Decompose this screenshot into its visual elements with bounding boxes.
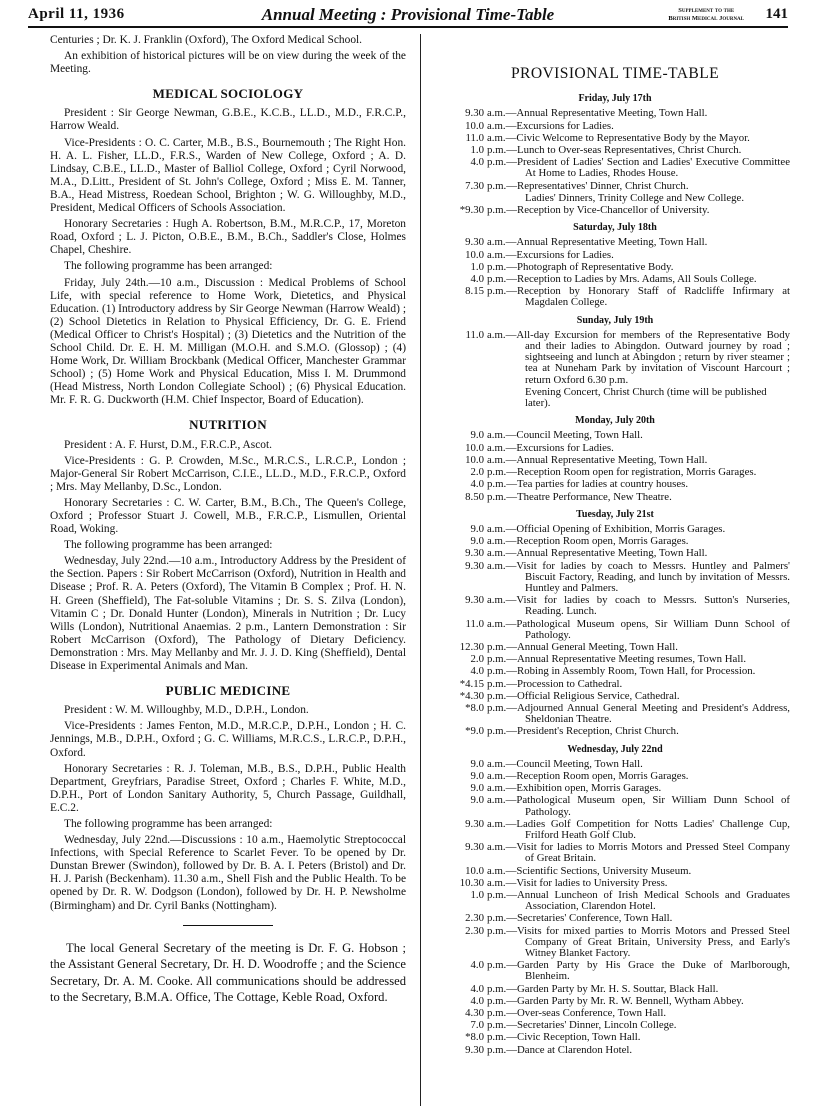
event-time: 9.0: [470, 794, 484, 807]
section-paragraph: President : A. F. Hurst, D.M., F.R.C.P., Ascot.: [64, 438, 272, 451]
event-row: [440, 795, 790, 817]
event-description: a.m.—Excursions for Ladies.: [487, 119, 614, 132]
event-time: 7.30: [465, 179, 484, 192]
section-paragraph: Honorary Secretaries : R. J. Toleman, M.B., B.S., D.P.H., Public Health Department, Greyfriars, Paradise Street, Oxford ; Charles F. White, M.D., D.P.H., Port of London Sanitary Authority, 5, Church Passage, Guildhall, E.C.2.: [50, 762, 406, 814]
event-description: p.m.—President of Ladies' Section and Ladies' Executive Committee At Home to Ladies, Rhodes House.: [487, 156, 790, 180]
event-time: 11.0: [465, 617, 484, 630]
page-number: 141: [765, 6, 788, 22]
day-heading: Monday, July 20th: [575, 415, 655, 427]
event-time: 4.0: [470, 994, 484, 1007]
event-description: a.m.—Visit for ladies by coach to Messrs. Sutton's Nurseries, Reading. Lunch.: [487, 594, 790, 618]
event-description: a.m.—Annual Representative Meeting, Town Hall.: [487, 107, 708, 120]
timetable-title: PROVISIONAL TIME-TABLE: [510, 65, 720, 82]
event-row: [440, 561, 790, 595]
event-row: [440, 443, 790, 454]
event-time: *8.0: [465, 701, 484, 714]
section-paragraph: President : W. M. Willoughby, M.D., D.P.H., London.: [64, 704, 309, 717]
event-row: [440, 121, 790, 132]
event-row: [440, 237, 790, 248]
event-description: a.m.—Council Meeting, Town Hall.: [487, 757, 643, 770]
event-time: 9.30: [465, 594, 484, 607]
event-time: 10.30: [459, 876, 484, 889]
event-row: [440, 1020, 790, 1031]
event-description: a.m.—Visit for ladies to University Press.: [487, 876, 668, 889]
event-row: [440, 842, 790, 864]
event-row: [440, 455, 790, 466]
event-row: [440, 548, 790, 559]
event-row: [440, 145, 790, 156]
event-time: 7.0: [470, 1019, 484, 1032]
event-row: [440, 595, 790, 617]
event-description: a.m.—Council Meeting, Town Hall.: [487, 429, 643, 442]
event-row: [440, 181, 790, 192]
event-row: [440, 524, 790, 535]
event-description: a.m.—Civic Welcome to Representative Body by the Mayor.: [487, 131, 750, 144]
event-description: p.m.—Annual Luncheon of Irish Medical Schools and Graduates Association, Clarendon Hotel.: [487, 889, 790, 913]
event-time: 9.30: [465, 1043, 484, 1056]
event-time: 9.0: [470, 757, 484, 770]
event-time: 4.0: [470, 156, 484, 169]
event-time: 10.0: [465, 864, 484, 877]
event-row: [440, 819, 790, 841]
section-heading: NUTRITION: [189, 417, 267, 433]
event-time: 9.0: [470, 535, 484, 548]
event-description: p.m.—Dance at Clarendon Hotel.: [487, 1043, 633, 1056]
day-heading: Friday, July 17th: [578, 93, 652, 105]
event-row: [440, 619, 790, 641]
event-time: 10.0: [465, 248, 484, 261]
event-row: [440, 205, 790, 216]
event-row: [440, 108, 790, 119]
event-description: a.m.—Exhibition open, Morris Garages.: [487, 782, 662, 795]
timetable-days: [440, 93, 790, 1056]
event-row: [440, 262, 790, 273]
event-time: 10.0: [465, 441, 484, 454]
event-description: p.m.—Photograph of Representative Body.: [487, 260, 674, 273]
event-row: [440, 642, 790, 653]
event-time: 9.30: [465, 236, 484, 249]
event-time: 9.30: [465, 841, 484, 854]
column-divider: [420, 34, 421, 1106]
event-time: 9.0: [470, 429, 484, 442]
event-description: p.m.—Theatre Performance, New Theatre.: [487, 490, 672, 503]
event-time: 9.0: [470, 782, 484, 795]
running-title: Annual Meeting : Provisional Time-Table: [261, 5, 555, 24]
event-time: 1.0: [470, 260, 484, 273]
section-rule: [183, 925, 273, 926]
section-paragraph: The following programme has been arranged:: [64, 539, 273, 552]
event-row: [440, 330, 790, 386]
issue-date: April 11, 1936: [28, 6, 125, 22]
section-paragraph: President : Sir George Newman, G.B.E., K.C.B., LL.D., M.D., F.R.C.P., Harrow Weald.: [50, 107, 406, 133]
event-row: [440, 430, 790, 441]
event-description: p.m.—Reception Room open for registration, Morris Garages.: [487, 466, 757, 479]
day-heading: Wednesday, July 22nd: [567, 743, 663, 755]
section-paragraph: Wednesday, July 22nd.—10 a.m., Introductory Address by the President of the Section. Papers : Sir Robert McCarrison (Oxford), Nutrition in Health and Disease ; Prof. R. A. Peters (Oxford), The Vitamin B Complex ; Prof. H. N. H. Green (Sheffield), The Fat-soluble Vitamins ; Dr. S. S. Zilva (London), Vitamin C ; Dr. Donald Hunter (London), Minerals in Nutrition ; Dr. Lucy Wills (London), Nutritional Anaemias. 2 p.m., Lantern Demonstration : Sir Robert McCarrison (Oxford), The Pathology of Dietary Deficiency. Demonstration : Mrs. May Mellanby and Mr. J. J. D. King (Sheffield), Dental Disease in Experimental Animals and Man.: [50, 555, 406, 673]
left-column: [50, 34, 406, 1009]
event-description: p.m.—Over-seas Conference, Town Hall.: [487, 1007, 667, 1020]
event-time: *9.30: [459, 204, 484, 217]
event-description: a.m.—Reception Room open, Morris Garages.: [487, 535, 689, 548]
event-time: 11.0: [465, 328, 484, 341]
section-paragraph: Wednesday, July 22nd.—Discussions : 10 a.m., Haemolytic Streptococcal Infections, with Special Reference to Scarlet Fever. To be opened by Dr. Dunstan Brewer (Swindon), followed by Dr. B. A. I. Peters (Bristol) and Dr. H. J. Parish (Beckenham). 11.30 a.m., Shell Fish and the Public Health. To be opened by Dr. R. W. Dodgson (London), followed by Dr. H. P. Newsholme (Birmingham) and Dr. Cyril Banks (Nottingham).: [50, 834, 406, 912]
event-time: 4.0: [470, 982, 484, 995]
event-time: 9.0: [470, 769, 484, 782]
event-row: [440, 679, 790, 690]
event-time: 4.0: [470, 665, 484, 678]
event-description: p.m.—Procession to Cathedral.: [487, 677, 623, 690]
event-description: a.m.—All-day Excursion for members of the Representative Body and their ladies to Abingdon. Outward journey by road ; sightseeing and lunch at Abingdon ; return by river steamer ; tea at Nuneham Park by invitation of Viscount Harcourt ; return Oxford 6.30 p.m.: [487, 328, 790, 386]
event-row: [440, 878, 790, 889]
event-note: Ladies' Dinners, Trinity College and New College.: [525, 191, 745, 204]
event-row: [440, 726, 790, 737]
section-paragraph: The following programme has been arranged:: [64, 260, 273, 273]
event-row: [440, 286, 790, 308]
event-time: 4.0: [470, 959, 484, 972]
event-row: [440, 926, 790, 960]
event-description: p.m.—Annual Representative Meeting resumes, Town Hall.: [487, 653, 747, 666]
closing-paragraph: The local General Secretary of the meeting is Dr. F. G. Hobson ; the Assistant General Secretary, Dr. H. D. Woodroffe ; and the Science Secretary, Dr. A. M. Cooke. All communications should be addressed to the Secretary, B.M.A. Office, The Cottage, Keble Road, Oxford.: [50, 940, 406, 1005]
event-time: 8.50: [465, 490, 484, 503]
section-heading: PUBLIC MEDICINE: [165, 683, 291, 699]
section-heading: MEDICAL SOCIOLOGY: [152, 86, 304, 102]
event-description: p.m.—Representatives' Dinner, Christ Church.: [487, 179, 689, 192]
event-description: p.m.—Garden Party by His Grace the Duke of Marlborough, Blenheim.: [487, 959, 790, 983]
event-row: [440, 890, 790, 912]
event-description: a.m.—Ladies Golf Competition for Notts Ladies' Challenge Cup, Frilford Heath Golf Club.: [487, 817, 790, 841]
event-row: [440, 759, 790, 770]
event-description: a.m.—Excursions for Ladies.: [487, 441, 614, 454]
event-description: a.m.—Excursions for Ladies.: [487, 248, 614, 261]
event-description: a.m.—Visit for ladies by coach to Messrs. Huntley and Palmers' Biscuit Factory, Reading, and lunch by invitation of Messrs. Huntley and Palmers.: [487, 559, 790, 594]
event-time: 9.30: [465, 559, 484, 572]
event-row: [440, 960, 790, 982]
event-time: 2.0: [470, 466, 484, 479]
event-description: p.m.—Civic Reception, Town Hall.: [487, 1031, 641, 1044]
event-description: p.m.—Reception by Honorary Staff of Radcliffe Infirmary at Magdalen College.: [487, 285, 790, 309]
event-description: p.m.—Reception to Ladies by Mrs. Adams, All Souls College.: [487, 273, 757, 286]
event-row: [440, 1008, 790, 1019]
event-row: [440, 996, 790, 1007]
event-row: [440, 133, 790, 144]
event-row: [440, 467, 790, 478]
event-description: a.m.—Annual Representative Meeting, Town Hall.: [487, 547, 708, 560]
section-paragraph: Vice-Presidents : O. C. Carter, M.B., B.S., Bournemouth ; The Right Hon. H. A. L. Fisher, LL.D., F.R.S., Warden of New College, Oxford ; A. D. Lindsay, C.B.E., LL.D., Master of Balliol College, Oxford ; Cyril Norwood, M.A., D.Litt., President of St. John's College, Oxford ; Miss E. M. Tanner, B.A., Head Mistress, Roedean School, Brighton ; W. G. Willoughby, M.D., President, Medical Officers of Schools Association.: [50, 136, 406, 215]
section-paragraph: The following programme has been arranged:: [64, 817, 273, 830]
event-time: 2.30: [465, 924, 484, 937]
event-description: p.m.—President's Reception, Christ Church.: [487, 725, 679, 738]
event-description: p.m.—Annual General Meeting, Town Hall.: [487, 640, 678, 653]
section-paragraph: Honorary Secretaries : C. W. Carter, B.M., B.Ch., The Queen's College, Oxford ; Professor Stuart J. Cowell, M.B., F.R.C.P., Lismullen, Oriental Road, Woking.: [50, 496, 406, 536]
day-heading: Tuesday, July 21st: [576, 508, 654, 520]
event-description: a.m.—Annual Representative Meeting, Town Hall.: [487, 453, 708, 466]
event-time: 2.30: [465, 912, 484, 925]
event-time: *4.30: [459, 689, 484, 702]
event-description: a.m.—Pathological Museum opens, Sir William Dunn School of Pathology.: [487, 617, 790, 641]
event-time: 2.0: [470, 653, 484, 666]
event-description: p.m.—Garden Party by Mr. H. S. Souttar, Black Hall.: [487, 982, 719, 995]
event-row: [440, 866, 790, 877]
event-time: *9.0: [465, 725, 484, 738]
event-time: 10.0: [465, 119, 484, 132]
event-row: [440, 479, 790, 490]
section-paragraph: Vice-Presidents : James Fenton, M.D., M.R.C.P., D.P.H., London ; H. C. Jennings, M.B., D.P.H., Oxford ; G. C. Williams, M.R.C.S., L.R.C.P., D.P.H., Oxford.: [50, 720, 406, 759]
event-description: p.m.—Robing in Assembly Room, Town Hall, for Procession.: [487, 665, 756, 678]
event-row: [440, 250, 790, 261]
day-heading: Sunday, July 19th: [576, 314, 654, 326]
event-row: [440, 274, 790, 285]
intro-paragraph: Centuries ; Dr. K. J. Franklin (Oxford), The Oxford Medical School.: [50, 34, 363, 46]
event-time: 4.30: [465, 1007, 484, 1020]
event-description: p.m.—Secretaries' Conference, Town Hall.: [487, 912, 673, 925]
event-time: 8.15: [465, 285, 484, 298]
event-note: Evening Concert, Christ Church (time will be published later).: [525, 385, 767, 410]
event-time: 11.0: [465, 131, 484, 144]
event-time: 1.0: [470, 889, 484, 901]
event-description: p.m.—Visits for mixed parties to Morris Motors and Pressed Steel Company of Great Britain, University Press, and Early's Witney Blanket Factory.: [487, 924, 790, 960]
event-time: 4.0: [470, 273, 484, 286]
supplement-label: Supplement to the British Medical Journal: [668, 7, 744, 22]
event-description: p.m.—Garden Party by Mr. R. W. Bennell, Wytham Abbey.: [487, 994, 744, 1007]
event-row: [440, 691, 790, 702]
event-row: [440, 654, 790, 665]
event-row: [440, 984, 790, 995]
event-row: [440, 703, 790, 725]
event-description: p.m.—Official Religious Service, Cathedral.: [487, 689, 680, 702]
event-row: [440, 783, 790, 794]
event-description: p.m.—Adjourned Annual General Meeting and President's Address, Sheldonian Theatre.: [487, 701, 790, 726]
section-paragraph: Friday, July 24th.—10 a.m., Discussion : Medical Problems of School Life, with special reference to Home Work, Dietetics, and Physical Education. (1) Introductory address by Sir George Newman (Harrow Weald) ; (2) School Dietetics in Relation to Physical Efficiency, Dr. G. E. Friend (Medical Officer to Christ's Hospital) ; (3) Dietetics and the Nutrition of the School Child. Dr. E. H. M. Milligan (M.O.H. and S.M.O. (Glossop) ; (4) Home Work, Dr. William Brockbank (Medical Officer, Manchester Grammar School) ; (5) Home Work and Physical Education, Miss I. M. Drummond (Head Mistress, North London Collegiate School) ; (6) Physical Education. Mr. F. R. G. Duckworth (H.M. Chief Inspector, Board of Education).: [50, 276, 406, 407]
event-time: 1.0: [470, 144, 484, 157]
event-time: 12.30: [459, 640, 484, 653]
event-row: [440, 1032, 790, 1043]
event-description: a.m.—Visit for ladies to Morris Motors and Pressed Steel Company of Great Britain.: [487, 841, 790, 865]
event-time: 9.0: [470, 522, 484, 535]
page-header: [28, 6, 788, 28]
section-paragraph: Vice-Presidents : G. P. Crowden, M.Sc., M.R.C.S., L.R.C.P., London ; Major-General Sir Robert McCarrison, C.I.E., LL.D., M.D., F.R.C.P., Oxford ; Mrs. May Mellanby, D.Sc., London.: [50, 454, 406, 493]
day-heading: Saturday, July 18th: [573, 222, 657, 234]
event-row: [440, 492, 790, 503]
event-row: [440, 536, 790, 547]
event-description: a.m.—Pathological Museum open, Sir William Dunn School of Pathology.: [487, 794, 790, 818]
event-description: p.m.—Tea parties for ladies at country houses.: [487, 478, 689, 491]
event-row: [440, 1045, 790, 1056]
event-time: 9.30: [465, 107, 484, 120]
event-time: 10.0: [465, 453, 484, 466]
event-description: a.m.—Reception Room open, Morris Garages.: [487, 769, 689, 782]
event-description: p.m.—Lunch to Over-seas Representatives, Christ Church.: [487, 144, 742, 157]
event-description: a.m.—Official Opening of Exhibition, Morris Garages.: [487, 522, 726, 535]
event-row: [440, 157, 790, 179]
event-description: a.m.—Scientific Sections, University Museum.: [487, 864, 692, 877]
event-time: 9.30: [465, 547, 484, 560]
timetable: [440, 65, 790, 1057]
event-description: a.m.—Annual Representative Meeting, Town Hall.: [487, 236, 708, 249]
event-row: [440, 771, 790, 782]
event-time: 9.30: [465, 817, 484, 830]
intro-paragraph: An exhibition of historical pictures will be on view during the week of the Meeting.: [50, 50, 406, 76]
event-time: 4.0: [470, 478, 484, 491]
event-time: *8.0: [465, 1031, 484, 1044]
event-description: p.m.—Secretaries' Dinner, Lincoln College.: [487, 1019, 677, 1032]
section-paragraph: Honorary Secretaries : Hugh A. Robertson, B.M., M.R.C.P., 17, Moreton Road, Oxford ; L. J. Picton, O.B.E., B.M., B.Ch., Saddler's Close, Holmes Chapel, Cheshire.: [50, 218, 406, 257]
event-time: *4.15: [459, 677, 484, 690]
event-row: [440, 666, 790, 677]
event-description: p.m.—Reception by Vice-Chancellor of University.: [487, 204, 710, 217]
event-row: [440, 913, 790, 924]
